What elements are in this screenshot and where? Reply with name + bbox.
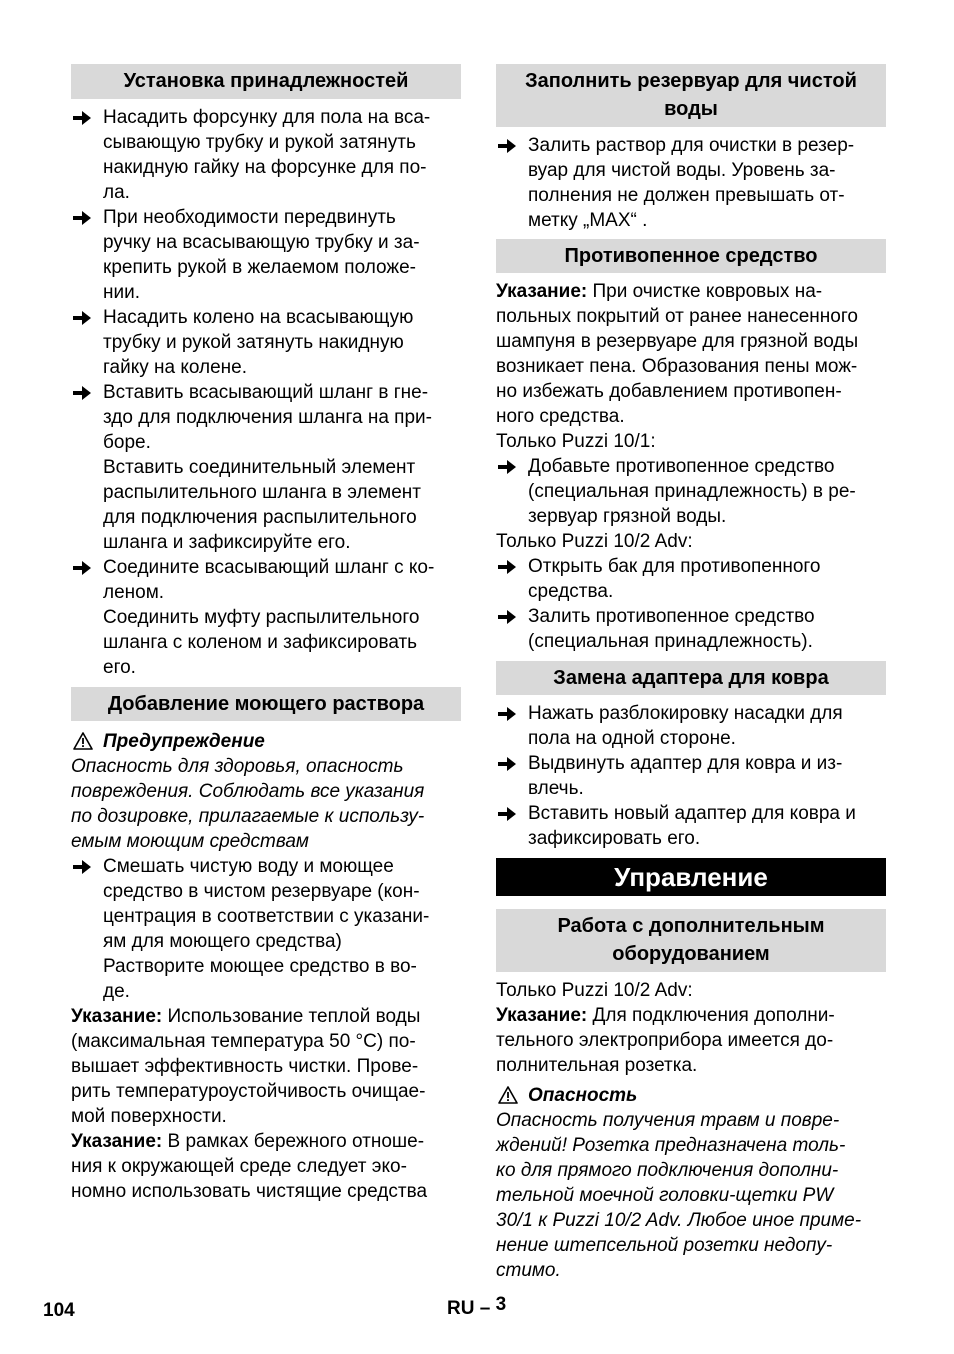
- item-line: ям для моющего средства): [103, 931, 342, 952]
- item-line: Залить раствор для очистки в резер-: [528, 135, 855, 156]
- note-line: полнительная розетка.: [496, 1055, 698, 1076]
- danger-title: Опасность: [528, 1085, 638, 1106]
- arrow-right-icon: [498, 460, 516, 474]
- item-line: его.: [103, 657, 136, 678]
- note-line: Для подключения дополни-: [587, 1005, 835, 1026]
- note-paragraph: [496, 279, 886, 429]
- language-code: RU: [447, 1298, 475, 1319]
- item-line: шланга и зафиксируйте его.: [103, 532, 351, 553]
- item-line: Соедините всасывающий шланг с ко-: [103, 557, 435, 578]
- danger-line: Опасность получения травм и повре-: [496, 1110, 840, 1131]
- item-line: боре.: [103, 432, 151, 453]
- footer-dash: –: [479, 1298, 491, 1319]
- list-item: [496, 701, 886, 751]
- note-line: В рамках бережного отноше-: [162, 1131, 425, 1152]
- item-line: гайку на колене.: [103, 357, 248, 378]
- note-label: Указание:: [496, 1005, 588, 1026]
- arrow-right-icon: [73, 311, 91, 325]
- arrow-right-icon: [73, 111, 91, 125]
- item-line: леном.: [103, 582, 165, 603]
- warning-heading: [71, 729, 461, 754]
- item-line: влечь.: [528, 778, 584, 799]
- item-line: центрация в соответствии с указани-: [103, 906, 430, 927]
- list-item-continuation: [71, 605, 461, 680]
- item-line: Вставить всасывающий шланг в гне-: [103, 382, 429, 403]
- list-item: [496, 133, 886, 233]
- note-line: ния к окружающей среде следует эко-: [71, 1156, 407, 1177]
- warning-text: [71, 754, 461, 854]
- danger-line: ко для прямого подключения дополни-: [496, 1160, 839, 1181]
- danger-line: тельной моечной головки-щетки PW: [496, 1185, 834, 1206]
- item-line: шланга с коленом и зафиксировать: [103, 632, 418, 653]
- arrow-right-icon: [498, 757, 516, 771]
- section-heading-accessories: Установка принадлежностей: [71, 64, 461, 99]
- note-line: рить температуроустойчивость очищае-: [71, 1081, 426, 1102]
- arrow-right-icon: [498, 560, 516, 574]
- item-line: сывающую трубку и рукой затянуть: [103, 132, 416, 153]
- model-note: Только Puzzi 10/1:: [496, 431, 656, 452]
- note-paragraph: [496, 1003, 886, 1078]
- list-item: [71, 105, 461, 205]
- chapter-heading-operation: Управление: [496, 858, 886, 896]
- item-line: средства.: [528, 581, 614, 602]
- warning-triangle-icon: [498, 1086, 518, 1104]
- item-line: накидную гайку на форсунке для по-: [103, 157, 427, 178]
- arrow-right-icon: [498, 610, 516, 624]
- section-heading-extra-equipment: [496, 909, 886, 972]
- heading-line: Заполнить резервуар для чистой: [525, 70, 857, 92]
- section-heading-clean-water: [496, 64, 886, 127]
- item-line: (специальная принадлежность).: [528, 631, 813, 652]
- arrow-right-icon: [73, 860, 91, 874]
- item-line: Вставить соединительный элемент: [103, 457, 416, 478]
- item-line: (специальная принадлежность) в ре-: [528, 481, 856, 502]
- danger-line: нение штепсельной розетки недопу-: [496, 1235, 833, 1256]
- item-line: ручку на всасывающую трубку и за-: [103, 232, 420, 253]
- item-line: распылительного шланга в элемент: [103, 482, 421, 503]
- model-note: Только Puzzi 10/2 Adv:: [496, 980, 693, 1001]
- heading-line: Работа с дополнительным: [557, 915, 825, 937]
- note-line: но избежать добавлением противопен-: [496, 381, 842, 402]
- warning-line: Опасность для здоровья, опасность: [71, 756, 404, 777]
- item-line: трубку и рукой затянуть накидную: [103, 332, 404, 353]
- item-line: При необходимости передвинуть: [103, 207, 396, 228]
- item-line: пола на одной стороне.: [528, 728, 736, 749]
- item-line: Выдвинуть адаптер для ковра и из-: [528, 753, 843, 774]
- list-item-continuation: [71, 954, 461, 1004]
- item-line: Добавьте противопенное средство: [528, 456, 835, 477]
- arrow-right-icon: [498, 807, 516, 821]
- sub-page-number: 3: [495, 1294, 507, 1315]
- item-line: средство в чистом резервуаре (кон-: [103, 881, 420, 902]
- page-language-marker: [447, 1294, 507, 1320]
- section-heading-antifoam: Противопенное средство: [496, 239, 886, 273]
- page-number: 104: [43, 1300, 75, 1321]
- note-label: Указание:: [71, 1131, 163, 1152]
- section-heading-detergent: Добавление моющего раствора: [71, 687, 461, 721]
- item-line: Соединить муфту распылительного: [103, 607, 420, 628]
- list-item: [71, 305, 461, 380]
- warning-line: по дозировке, прилагаемые к использу-: [71, 806, 425, 827]
- arrow-right-icon: [73, 386, 91, 400]
- item-line: полнения не должен превышать от-: [528, 185, 845, 206]
- right-column: [496, 64, 886, 1283]
- item-line: здо для подключения шланга на при-: [103, 407, 432, 428]
- note-line: При очистке ковровых на-: [587, 281, 823, 302]
- note-line: (максимальная температура 50 °C) по-: [71, 1031, 416, 1052]
- note-line: Использование теплой воды: [162, 1006, 421, 1027]
- note-line: ного средства.: [496, 406, 625, 427]
- item-line: Растворите моющее средство в во-: [103, 956, 417, 977]
- item-line: нии.: [103, 282, 140, 303]
- arrow-right-icon: [498, 139, 516, 153]
- item-line: Нажать разблокировку насадки для: [528, 703, 843, 724]
- item-line: Открыть бак для противопенного: [528, 556, 821, 577]
- danger-text: [496, 1108, 886, 1283]
- item-line: де.: [103, 981, 130, 1002]
- note-line: польных покрытий от ранее нанесенного: [496, 306, 858, 327]
- note-line: мой поверхности.: [71, 1106, 227, 1127]
- item-line: зервуар грязной воды.: [528, 506, 727, 527]
- list-item: [496, 604, 886, 654]
- list-item-continuation: [71, 455, 461, 555]
- list-item: [71, 854, 461, 954]
- item-line: Смешать чистую воду и моющее: [103, 856, 394, 877]
- danger-line: 30/1 к Puzzi 10/2 Adv. Любое иное приме-: [496, 1210, 862, 1231]
- warning-triangle-icon: [73, 732, 93, 750]
- warning-line: емым моющим средствам: [71, 831, 309, 852]
- note-line: номно использовать чистящие средства: [71, 1181, 428, 1202]
- danger-heading: [496, 1083, 886, 1108]
- item-line: Насадить форсунку для пола на вса-: [103, 107, 431, 128]
- arrow-right-icon: [498, 707, 516, 721]
- model-note: Только Puzzi 10/2 Adv:: [496, 531, 693, 552]
- item-line: крепить рукой в желаемом положе-: [103, 257, 416, 278]
- section-heading-carpet-adapter: Замена адаптера для ковра: [496, 661, 886, 695]
- item-line: Залить противопенное средство: [528, 606, 815, 627]
- note-paragraph: [71, 1004, 461, 1129]
- heading-line: воды: [664, 98, 718, 120]
- list-item: [496, 554, 886, 604]
- danger-line: ждений! Розетка предназначена толь-: [496, 1135, 846, 1156]
- heading-line: оборудованием: [612, 943, 770, 965]
- list-item: [496, 801, 886, 851]
- list-item: [71, 555, 461, 605]
- arrow-right-icon: [73, 211, 91, 225]
- item-line: метку „MAX“ .: [528, 210, 648, 231]
- item-line: для подключения распылительного: [103, 507, 417, 528]
- item-line: Насадить колено на всасывающую: [103, 307, 414, 328]
- note-line: тельного электроприбора имеется до-: [496, 1030, 834, 1051]
- list-item: [496, 751, 886, 801]
- left-column: [71, 64, 461, 1204]
- list-item: [71, 380, 461, 455]
- note-line: возникает пена. Образования пены мож-: [496, 356, 858, 377]
- item-line: зафиксировать его.: [528, 828, 701, 849]
- warning-line: повреждения. Соблюдать все указания: [71, 781, 425, 802]
- arrow-right-icon: [73, 561, 91, 575]
- item-line: Вставить новый адаптер для ковра и: [528, 803, 856, 824]
- note-paragraph: [71, 1129, 461, 1204]
- list-item: [71, 205, 461, 305]
- warning-title: Предупреждение: [103, 731, 265, 752]
- note-line: вышает эффективность чистки. Прове-: [71, 1056, 419, 1077]
- item-line: ла.: [103, 182, 130, 203]
- item-line: вуар для чистой воды. Уровень за-: [528, 160, 836, 181]
- list-item: [496, 454, 886, 529]
- note-label: Указание:: [496, 281, 588, 302]
- danger-line: стимо.: [496, 1260, 561, 1281]
- note-label: Указание:: [71, 1006, 163, 1027]
- note-line: шампуня в резервуаре для грязной воды: [496, 331, 859, 352]
